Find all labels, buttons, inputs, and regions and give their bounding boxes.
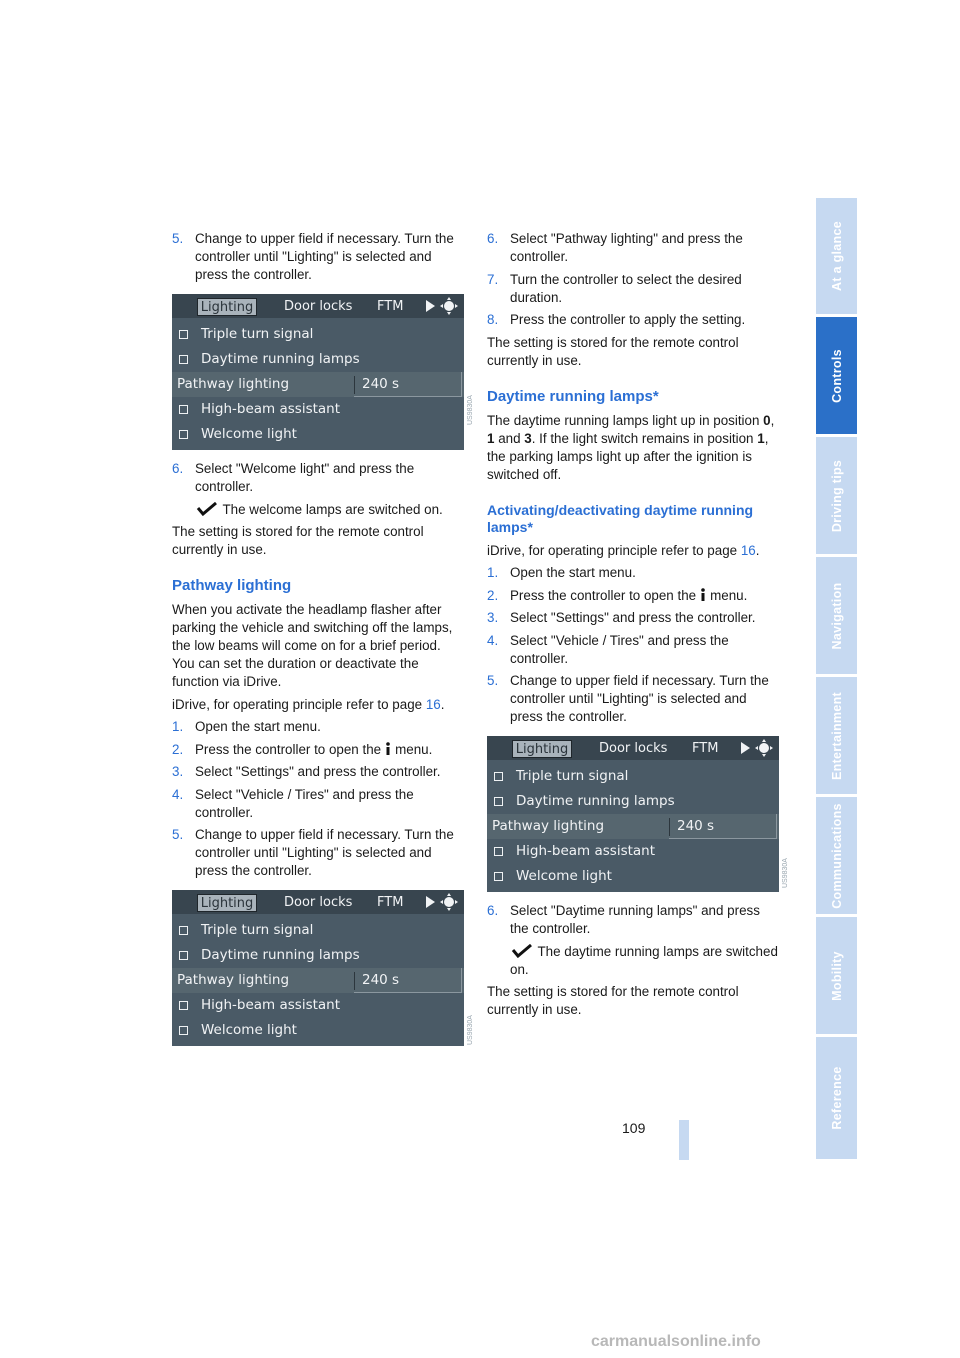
side-tab-entertainment[interactable]: Entertainment (816, 677, 857, 794)
checkbox-icon (494, 847, 503, 856)
image-tag: US9830A (782, 858, 789, 888)
controller-icon (755, 739, 773, 757)
result-note: The welcome lamps are switched on. (172, 501, 464, 519)
controller-icon (440, 297, 458, 315)
step-2: 2. Press the controller to open the menu. (487, 587, 748, 603)
step-5 (172, 230, 464, 284)
step-5: 5. Change to upper field if necessary. Turn the controller until "Lighting" is selected and press the controller. (487, 673, 769, 724)
tab-door-locks: Door locks (599, 741, 668, 756)
side-tab-at-a-glance[interactable]: At a glance (816, 198, 857, 314)
arrow-right-icon (741, 742, 750, 754)
heading-pathway-lighting: Pathway lighting (172, 577, 292, 594)
result-note: The daytime running lamps are switched on. (510, 943, 778, 977)
left-column (172, 230, 464, 1056)
step-8: 8. Press the controller to apply the setting. (487, 312, 746, 327)
checkbox-icon (179, 926, 188, 935)
step-4: 4. Select "Vehicle / Tires" and press the controller. (172, 786, 414, 820)
checkbox-icon (179, 951, 188, 960)
checkbox-icon (179, 405, 188, 414)
checkbox-icon (179, 330, 188, 339)
tab-door-locks: Door locks (284, 895, 353, 910)
step-7: 7. Turn the controller to select the desired duration. (487, 271, 742, 305)
arrow-right-icon (426, 300, 435, 312)
tab-ftm: FTM (377, 895, 404, 910)
side-tab-communications[interactable]: Communications (816, 797, 857, 914)
side-tab-mobility[interactable]: Mobility (816, 917, 857, 1034)
arrow-right-icon (426, 896, 435, 908)
tab-lighting: Lighting (512, 740, 572, 758)
step-3: 3. Select "Settings" and press the controller. (487, 610, 756, 625)
duration-value: 240 s (362, 376, 400, 392)
row-welcome-light: Welcome light (487, 864, 779, 889)
checkbox-icon (179, 355, 188, 364)
pathway-description: When you activate the headlamp flasher after parking the vehicle and switching off the lamps, the low beams will come on for a brief period. You can set the duration or deactivate the function via iDrive. (172, 602, 453, 689)
stored-note: The setting is stored for the remote control currently in use. (487, 334, 739, 368)
checkbox-icon (179, 1001, 188, 1010)
side-tab-controls[interactable]: Controls (816, 317, 857, 434)
checkmark-icon (510, 944, 534, 958)
info-icon (384, 742, 392, 756)
row-welcome-light: Welcome light (172, 422, 464, 447)
page-link[interactable]: 16 (740, 542, 756, 558)
info-icon (699, 588, 707, 602)
checkmark-icon (195, 502, 219, 516)
step-1: 1. Open the start menu. (487, 565, 636, 580)
step-6: 6. Select "Pathway lighting" and press the controller. (487, 231, 743, 264)
tab-lighting: Lighting (197, 298, 257, 316)
row-high-beam-assistant: High-beam assistant (172, 397, 464, 422)
idrive-reference: iDrive, for operating principle refer to page 16. (172, 696, 445, 712)
step-5b: 5. Change to upper field if necessary. Turn the controller until "Lighting" is selected and press the controller. (172, 827, 454, 878)
row-daytime-running-lamps: Daytime running lamps (172, 347, 464, 372)
heading-daytime-running-lamps: Daytime running lamps* (487, 387, 659, 405)
heading-activating-daytime: Activating/deactivating daytime running lamps* (487, 501, 754, 535)
checkbox-icon (179, 430, 188, 439)
watermark: carmanualsonline.info (591, 1333, 761, 1350)
step-number: 6. (172, 461, 184, 476)
image-tag: US9830A (467, 1015, 474, 1045)
stored-note: The setting is stored for the remote control currently in use. (172, 524, 424, 557)
idrive-lighting-screenshot-2 (172, 890, 464, 1046)
tab-lighting: Lighting (197, 894, 257, 912)
stored-note-2: The setting is stored for the remote control currently in use. (487, 984, 739, 1017)
checkbox-icon (494, 872, 503, 881)
tab-ftm: FTM (377, 299, 404, 314)
idrive-reference: iDrive, for operating principle refer to page 16. (487, 542, 760, 558)
tab-ftm: FTM (692, 741, 719, 756)
step-number: 5. (172, 231, 184, 246)
step-text: Change to upper field if necessary. Turn the controller until "Lighting" is selected and press the controller. (195, 231, 454, 282)
row-pathway-lighting: Pathway lighting 240 s (487, 814, 779, 839)
step-2: 2. Press the controller to open the menu. (172, 741, 433, 757)
step-4: 4. Select "Vehicle / Tires" and press the controller. (487, 632, 729, 666)
checkbox-icon (179, 1026, 188, 1035)
step-text: Select "Welcome light" and press the controller. (195, 461, 415, 494)
step-1: 1. Open the start menu. (172, 719, 321, 734)
side-tab-driving-tips[interactable]: Driving tips (816, 437, 857, 554)
row-high-beam-assistant: High-beam assistant (487, 839, 779, 864)
duration-value: 240 s (362, 972, 400, 988)
page-marker (679, 1120, 689, 1160)
idrive-lighting-screenshot-3 (487, 736, 779, 892)
row-triple-turn-signal: Triple turn signal (487, 764, 779, 789)
idrive-lighting-screenshot (172, 294, 464, 450)
row-high-beam-assistant: High-beam assistant (172, 993, 464, 1018)
page-number: 109 (622, 1120, 646, 1136)
step-6b: 6. Select "Daytime running lamps" and press the controller. (487, 903, 760, 936)
row-pathway-lighting: Pathway lighting 240 s (172, 968, 464, 993)
right-column (487, 230, 779, 1024)
side-tab-reference[interactable]: Reference (816, 1037, 857, 1159)
step-6 (172, 460, 464, 496)
row-welcome-light: Welcome light (172, 1018, 464, 1043)
row-triple-turn-signal: Triple turn signal (172, 322, 464, 347)
daytime-description: The daytime running lamps light up in position 0, 1 and 3. If the light switch remains in position 1, the parking lamps light up after the ignition is switched off. (487, 412, 775, 482)
row-daytime-running-lamps: Daytime running lamps (487, 789, 779, 814)
checkbox-icon (494, 797, 503, 806)
checkbox-icon (494, 772, 503, 781)
controller-icon (440, 893, 458, 911)
duration-value: 240 s (677, 818, 715, 834)
row-pathway-lighting: Pathway lighting 240 s (172, 372, 464, 397)
step-3: 3. Select "Settings" and press the controller. (172, 764, 441, 779)
tab-door-locks: Door locks (284, 299, 353, 314)
row-daytime-running-lamps: Daytime running lamps (172, 943, 464, 968)
page-link[interactable]: 16 (425, 696, 441, 712)
image-tag: US9830A (467, 395, 474, 425)
row-triple-turn-signal: Triple turn signal (172, 918, 464, 943)
side-tab-navigation[interactable]: Navigation (816, 557, 857, 674)
